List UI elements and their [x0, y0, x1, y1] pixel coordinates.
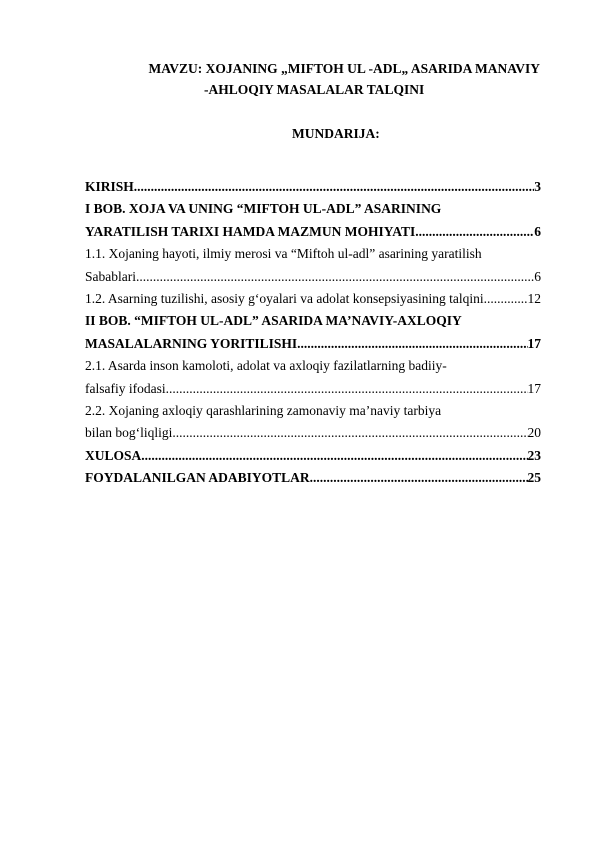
toc-entry-page: 23: [527, 447, 541, 463]
toc-entry: [85, 422, 541, 444]
toc-entry-text: KIRISH: [85, 179, 134, 194]
toc-leader-dots: [141, 445, 527, 467]
document-title-line-1: MAVZU: XOJANING „MIFTOH UL -ADL„ ASARIDA MANAVIY: [148, 61, 540, 76]
toc-entry-text: II BOB. “MIFTOH UL-ADL” ASARIDA MA’NAVIY-AXLOQIY: [85, 313, 462, 329]
document-title-line-2: -AHLOQIY MASALALAR TALQINI: [204, 82, 425, 97]
toc-entry-text: 1.2. Asarning tuzilishi, asosiy g‘oyalari va adolat konsepsiyasining talqini: [85, 290, 484, 306]
toc-leader-dots: [134, 176, 534, 198]
toc-entry-page: 12: [527, 290, 541, 306]
toc-entry: [85, 288, 541, 310]
toc-entry-text: I BOB. XOJA VA UNING “MIFTOH UL-ADL” ASARINING: [85, 201, 442, 217]
toc-entry: [85, 333, 541, 355]
toc-entry: [85, 467, 541, 489]
toc-entry-text: 2.1. Asarda inson kamoloti, adolat va axloqiy fazilatlarning badiiy-: [85, 358, 447, 374]
toc-entry: [85, 176, 541, 198]
toc-entry-text: bilan bog‘liqligi: [85, 425, 173, 441]
toc-entry-text: FOYDALANILGAN ADABIYOTLAR: [85, 470, 310, 486]
toc-entry: [85, 400, 541, 422]
toc-leader-dots: [484, 288, 528, 310]
toc-entry: [85, 355, 541, 377]
toc-entry-text: MASALALARNING YORITILISHI: [85, 335, 298, 351]
toc-entry-text: 1.1. Xojaning hayoti, ilmiy merosi va “Miftoh ul-adl” asarining yaratilish: [85, 246, 482, 262]
toc-entry-text: XULOSA: [85, 447, 142, 463]
toc-entry-text: falsafiy ifodasi: [85, 380, 166, 396]
toc-entry: [85, 310, 541, 332]
toc-entry: [85, 243, 541, 265]
toc-leader-dots: [297, 333, 527, 355]
toc-entry: [85, 378, 541, 400]
toc-entry-text: 2.2. Xojaning axloqiy qarashlarining zamonaviy ma’naviy tarbiya: [85, 402, 442, 418]
toc-entry-page: 3: [534, 179, 541, 194]
toc-leader-dots: [310, 467, 528, 489]
toc-leader-dots: [136, 266, 534, 288]
toc-entry: [85, 221, 541, 243]
toc-entry-page: 20: [527, 425, 541, 441]
contents-heading: MUNDARIJA:: [292, 126, 380, 141]
toc-entry: [85, 198, 541, 220]
toc-leader-dots: [166, 378, 528, 400]
toc-entry-page: 6: [534, 223, 541, 239]
toc-entry-page: 6: [534, 268, 541, 284]
toc-entry: [85, 266, 541, 288]
toc-leader-dots: [172, 422, 527, 444]
toc-entry-page: 17: [527, 335, 541, 351]
toc-leader-dots: [415, 221, 534, 243]
toc-entry-page: 17: [527, 380, 541, 396]
toc-entry-text: Sabablari: [85, 268, 136, 284]
table-of-contents: [85, 176, 541, 489]
toc-entry-text: YARATILISH TARIXI HAMDA MAZMUN MOHIYATI: [85, 223, 416, 239]
toc-entry-page: 25: [527, 470, 541, 486]
toc-entry: [85, 445, 541, 467]
